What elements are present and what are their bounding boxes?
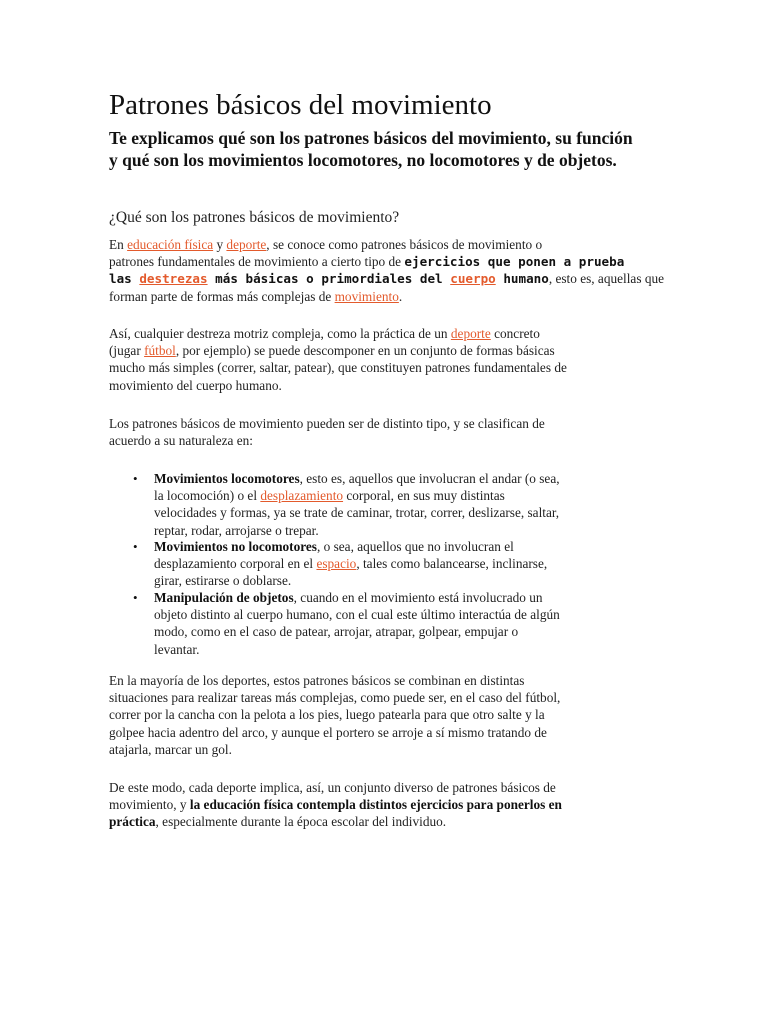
text-run: concreto [490,326,540,341]
text-line [109,270,669,287]
text-line: golpee hacia adentro del arco, y aunque el portero se arroje a sí mismo tratando de [109,724,547,740]
subtitle-line: y qué son los movimientos locomotores, no locomotores y de objetos. [109,150,617,170]
link-cuerpo[interactable]: cuerpo [450,271,496,287]
bold-text: Movimientos no locomotores [154,539,317,554]
bullet-icon: • [133,471,138,486]
text-line: Los patrones básicos de movimiento pueden ser de distinto tipo, y se clasifican de [109,416,545,431]
section-heading: ¿Qué son los patrones básicos de movimiento? [109,209,400,226]
link-movimiento[interactable]: movimiento [334,288,399,304]
document-title: Patrones básicos del movimiento [109,89,492,121]
bold-text: más básicas o primordiales del [207,271,451,287]
bold-text: ejercicios que ponen a prueba [404,254,625,270]
paragraph-definition [109,236,669,305]
text-run: , tales como balancearse, inclinarse, [356,556,548,572]
text-line: De este modo, cada deporte implica, así, un conjunto diverso de patrones básicos de [109,780,556,795]
text-line: atajarla, marcar un gol. [109,741,232,757]
paragraph-types-intro [109,415,669,449]
link-espacio[interactable]: espacio [316,556,357,572]
text-line [154,589,674,606]
text-line [154,470,674,487]
text-line: movimiento del cuerpo humano. [109,377,282,393]
text-run: . [398,288,403,304]
text-line [154,555,674,572]
text-run: , especialmente durante la época escolar del individuo. [155,814,447,830]
text-run: y [213,237,227,252]
text-line [109,325,669,342]
text-run: , por ejemplo) se puede descomponer en un conjunto de formas básicas [175,343,555,359]
text-run: , se conoce como patrones básicos de movimiento o [266,237,543,252]
bold-text: las [109,271,140,287]
paragraph-example [109,325,669,394]
text-line [109,253,669,270]
list-item-locomotores [133,470,674,539]
document-subtitle [109,127,649,171]
text-line [109,796,669,813]
text-run: Así, cualquier destreza motriz compleja, como la práctica de un [109,326,451,341]
link-destrezas[interactable]: destrezas [139,271,208,287]
paragraph-sports [109,672,669,758]
text-run: patrones fundamentales de movimiento a cierto tipo de [109,254,405,270]
text-line: situaciones para realizar tareas más complejas, como puede ser, en el caso del fútbol, [109,690,561,706]
text-line [109,288,669,305]
text-line: modo, como en el caso de patear, arrojar, atrapar, golpear, empujar o [154,624,519,640]
bold-text: Movimientos locomotores [154,471,300,486]
text-line: acuerdo a su naturaleza en: [109,433,253,449]
text-run: , o sea, aquellos que no involucran el [316,539,514,554]
subtitle-line: Te explicamos qué son los patrones básicos del movimiento, su función [109,128,633,148]
text-run: movimiento, y [109,797,190,813]
list-item-manipulacion [133,589,674,658]
text-line: levantar. [154,641,200,657]
text-line: reptar, rodar, arrojarse o trepar. [154,522,319,538]
text-line [109,236,669,253]
text-line [109,813,669,830]
text-run: En [109,237,128,252]
text-line [154,538,674,555]
bold-text: la educación física contempla distintos ejercicios para ponerlos en [189,797,562,813]
text-run: , cuando en el movimiento está involucrado un [293,590,543,605]
text-run: desplazamiento corporal en el [154,556,317,572]
bullet-icon: • [133,590,138,605]
text-line: correr por la cancha con la pelota a los pies, luego patearla para que otro salte y la [109,707,545,723]
list-item-no-locomotores [133,538,674,590]
bold-text: humano [495,271,549,287]
text-run: (jugar [109,343,145,359]
text-line: En la mayoría de los deportes, estos patrones básicos se combinan en distintas [109,673,525,688]
text-run: la locomoción) o el [154,488,261,504]
bold-text: Manipulación de objetos [154,590,294,605]
text-line: objeto distinto al cuerpo humano, con el cual este último interactúa de algún [154,607,560,623]
paragraph-conclusion [109,779,669,831]
text-run: , esto es, aquellos que involucran el andar (o sea, [299,471,560,486]
text-line [109,342,669,359]
text-line [154,487,674,504]
text-line: mucho más simples (correr, saltar, patear), que constituyen patrones fundamentales de [109,360,567,376]
link-deporte[interactable]: deporte [226,237,267,252]
bold-text: práctica [109,814,156,830]
text-line: velocidades y formas, ya se trate de caminar, trotar, correr, deslizarse, saltar, [154,505,560,521]
text-line: girar, estirarse o doblarse. [154,573,292,589]
link-deporte-2[interactable]: deporte [450,326,491,341]
link-futbol[interactable]: fútbol [144,343,176,359]
text-run: forman parte de formas más complejas de [109,288,335,304]
link-desplazamiento[interactable]: desplazamiento [260,488,344,504]
bullet-icon: • [133,539,138,554]
text-run: , esto es, aquellas que [548,271,665,287]
text-run: corporal, en sus muy distintas [343,488,505,504]
link-educacion-fisica[interactable]: educación física [127,237,214,252]
